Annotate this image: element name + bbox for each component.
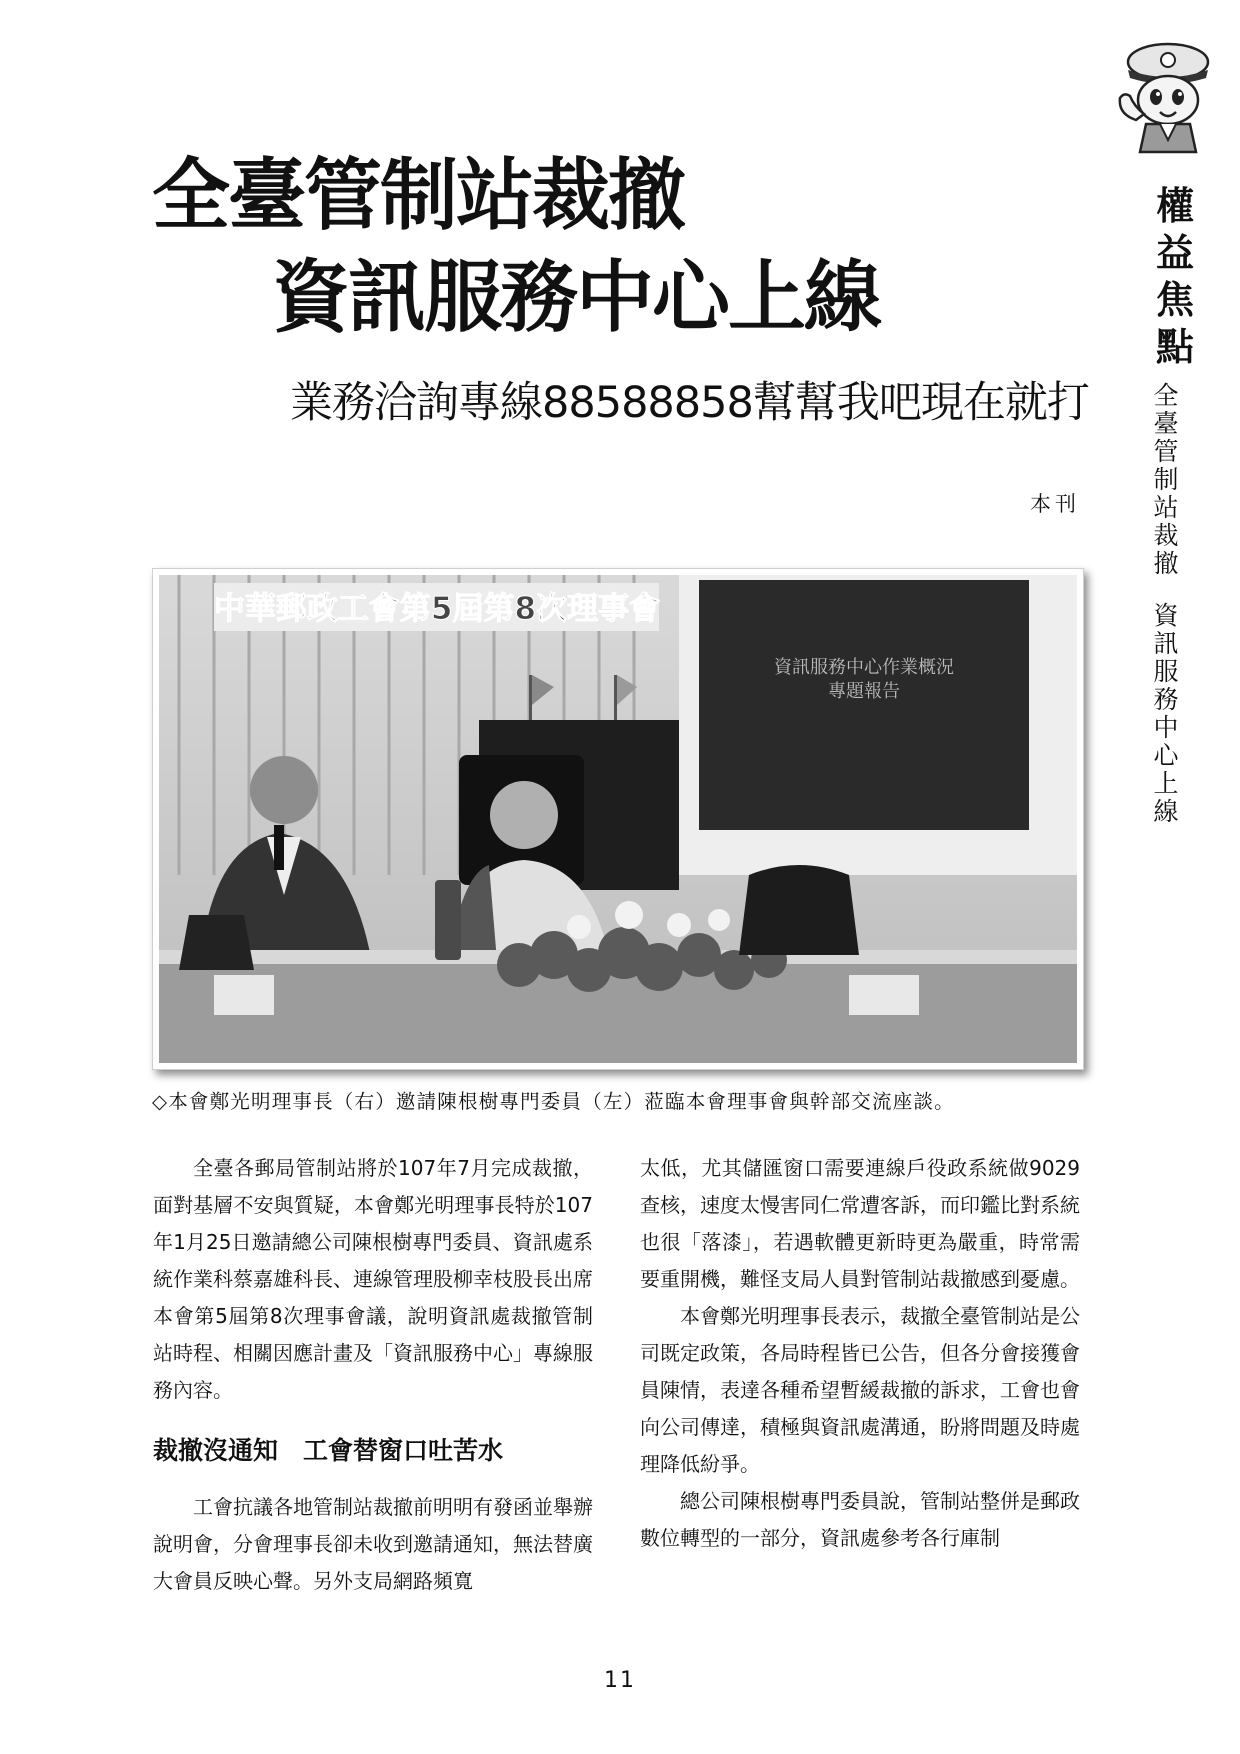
photo-caption: ◇本會鄭光明理事長（右）邀請陳根樹專門委員（左）蒞臨本會理事會與幹部交流座談。 — [152, 1090, 955, 1113]
sidebar-title-char: 線 — [1153, 797, 1179, 826]
sidebar-title-char: 資 — [1153, 601, 1179, 630]
article-subtitle: 業務洽詢專線88588858幫幫我吧現在就打 — [290, 378, 1089, 428]
mascot-logo — [1110, 40, 1222, 158]
body-paragraph: 總公司陳根樹專門委員說，管制站整併是郵政數位轉型的一部分，資訊處參考各行庫制 — [640, 1489, 1080, 1550]
sidebar-title-char: 制 — [1153, 465, 1179, 494]
section-heading: 裁撤沒通知 工會替窗口吐苦水 — [153, 1436, 504, 1465]
sidebar-article-title — [1146, 382, 1186, 826]
page-number: 11 — [604, 1668, 636, 1693]
sidebar-title-char: 站 — [1153, 493, 1179, 522]
sidebar-section-char: 焦 — [1155, 277, 1194, 322]
sidebar-title-gap — [1146, 578, 1186, 602]
sidebar-title-char: 服 — [1153, 657, 1179, 686]
article-byline: 本刊 — [1030, 492, 1080, 516]
body-paragraph: 工會抗議各地管制站裁撤前明明有發函並舉辦說明會，分會理事長卻未收到邀請通知，無法替廣大會員反映心聲。另外支局網路頻寬 — [153, 1495, 593, 1593]
body-column-left — [153, 1150, 593, 1600]
sidebar-section-label — [1152, 182, 1198, 370]
sidebar-title-char: 心 — [1153, 741, 1179, 770]
sidebar-title-char: 訊 — [1153, 629, 1179, 658]
sidebar-section-char: 權 — [1155, 183, 1194, 228]
article-title-line-2: 資訊服務中心上線 — [272, 252, 881, 343]
sidebar-section-char: 點 — [1155, 324, 1194, 369]
photo-banner-text: 中華郵政工會第5屆第8次理事會 — [213, 591, 661, 627]
meeting-photo — [159, 575, 1077, 1063]
sidebar-title-char: 全 — [1153, 381, 1179, 410]
article-title-line-1: 全臺管制站裁撤 — [152, 150, 685, 241]
sidebar-title-char: 務 — [1153, 685, 1179, 714]
sidebar-title-char: 撤 — [1153, 549, 1179, 578]
sidebar-title-char: 臺 — [1153, 409, 1179, 438]
screen-title-line-2: 專題報告 — [828, 681, 900, 702]
body-column-right — [640, 1150, 1080, 1557]
photo-frame — [152, 568, 1084, 1070]
sidebar-title-char: 裁 — [1153, 521, 1179, 550]
screen-title-line-1: 資訊服務中心作業概況 — [774, 657, 954, 678]
body-paragraph: 本會鄭光明理事長表示，裁撤全臺管制站是公司既定政策，各局時程皆已公告，但各分會接獲會員陳情，表達各種希望暫緩裁撤的訴求，工會也會向公司傳達，積極與資訊處溝通，盼將問題及時處理降低紛爭。 — [640, 1304, 1080, 1476]
sidebar-title-char: 中 — [1153, 713, 1179, 742]
sidebar-title-char: 上 — [1153, 769, 1179, 798]
sidebar-title-char: 管 — [1153, 437, 1179, 466]
body-paragraph: 太低，尤其儲匯窗口需要連線戶役政系統做9029查核，速度太慢害同仁常遭客訴，而印鑑比對系統也很「落漆」，若遇軟體更新時更為嚴重，時常需要重開機，難怪支局人員對管制站裁撤感到憂慮。 — [640, 1156, 1080, 1291]
body-paragraph: 全臺各郵局管制站將於107年7月完成裁撤，面對基層不安與質疑，本會鄭光明理事長特於107年1月25日邀請總公司陳根樹專門委員、資訊處系統作業科蔡嘉雄科長、連線管理股柳幸枝股長出席本會第5屆第8次理事會議，說明資訊處裁撤管制站時程、相關因應計畫及「資訊服務中心」專線服務內容。 — [153, 1156, 593, 1402]
sidebar-section-char: 益 — [1155, 230, 1194, 275]
